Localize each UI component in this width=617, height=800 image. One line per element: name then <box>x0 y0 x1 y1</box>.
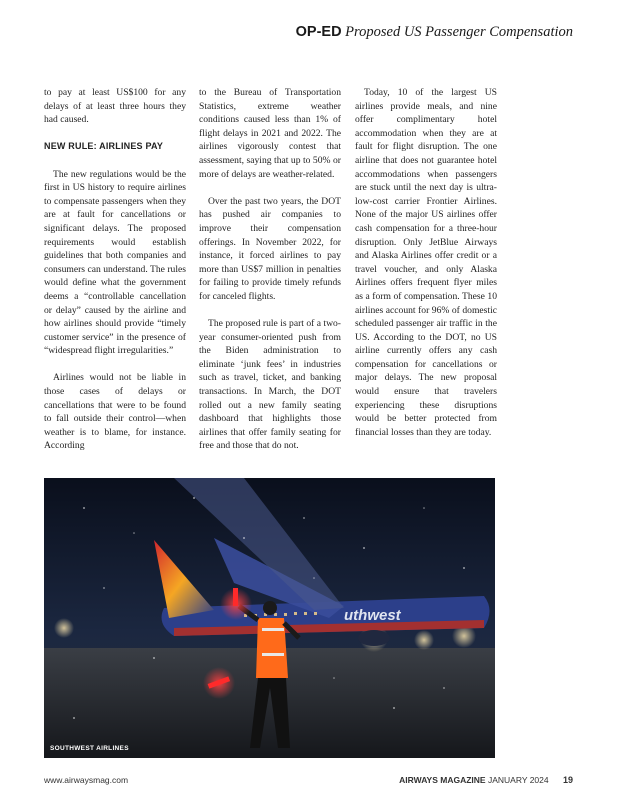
section-tag: OP-ED <box>295 24 342 40</box>
paragraph: Over the past two years, the DOT has pushed air companies to improve their compensation offerings. In November 2022, for instance, it forced airlines to pay more than US$7 million in penalties for failing to provide timely refunds for canceled flights. <box>199 195 341 302</box>
text-column-2 <box>199 86 341 467</box>
paragraph: to the Bureau of Transportation Statistics, extreme weather conditions caused less than 1% of flight delays in 2021 and 2022. The airlines vigorously contest that assessment, saying that up to 50% or more of delays are weather-related. <box>199 87 341 180</box>
safety-vest <box>256 618 288 678</box>
photo-credit: SOUTHWEST AIRLINES <box>50 745 129 752</box>
section-heading: NEW RULE: AIRLINES PAY <box>44 141 164 152</box>
paragraph: The new regulations would be the first in US history to require airlines to compensate passengers when they are at fault for cancellations or significant delays. The proposed requirements would establish guidelines that both companies and consumers can understand. The rules would define what the government deems a “controllable cancellation or delay” caused by the airline and how airlines should provide “timely customer service” in the presence of “widespread flight irregularities.” <box>44 168 186 357</box>
paragraph: Airlines would not be liable in those cases of delays or cancellations that were to be found to fall outside their control—when weather is to blame, for instance. According <box>44 372 186 452</box>
paragraph: The proposed rule is part of a two-year consumer-oriented push from the Biden administration to eliminate ‘junk fees’ in industries such as travel, ticket, and banking transactions. In March, the DOT rolled out a new family seating dashboard that highlights those airlines that offer family seating for free and those that do not. <box>199 318 341 452</box>
marshalling-wand <box>233 588 238 606</box>
text-column-1 <box>44 86 186 467</box>
fuselage-lettering: uthwest <box>344 607 401 624</box>
airport-night-scene <box>44 478 495 758</box>
article-title: Proposed US Passenger Compensation <box>345 24 573 40</box>
article-photo <box>44 478 495 758</box>
paragraph: to pay at least US$100 for any delays of at least three hours they had caused. <box>44 87 186 126</box>
page-header <box>296 24 573 41</box>
footer-info <box>399 775 573 785</box>
issue-date: JANUARY 2024 <box>487 775 549 785</box>
paragraph: Today, 10 of the largest US airlines provide meals, and nine offer complimentary hotel accommodation when they are at fault for flight disruption. The one airline that does not guarantee hotel accommodations when passengers are stuck until the next day is ultra-low-cost carrier Frontier Airlines. None of the major US airlines offer cash compensation for a three-hour disruption. Only JetBlue Airways and Alaska Airlines offer credit or a travel voucher, and only Alaska Airlines offers frequent flyer miles as a form of compensation. These 10 airlines account for 96% of domestic scheduled passenger air traffic in the US. According to the DOT, no US airline currently offers any cash compensation for cancellations or major delays. The new proposal would ensure that travelers experiencing these disruptions would be better protected from financial losses than they are today. <box>355 87 497 438</box>
text-column-3 <box>355 86 497 453</box>
page-number: 19 <box>562 775 573 785</box>
footer-website[interactable]: www.airwaysmag.com <box>44 775 129 785</box>
magazine-name: AIRWAYS MAGAZINE <box>399 775 486 785</box>
